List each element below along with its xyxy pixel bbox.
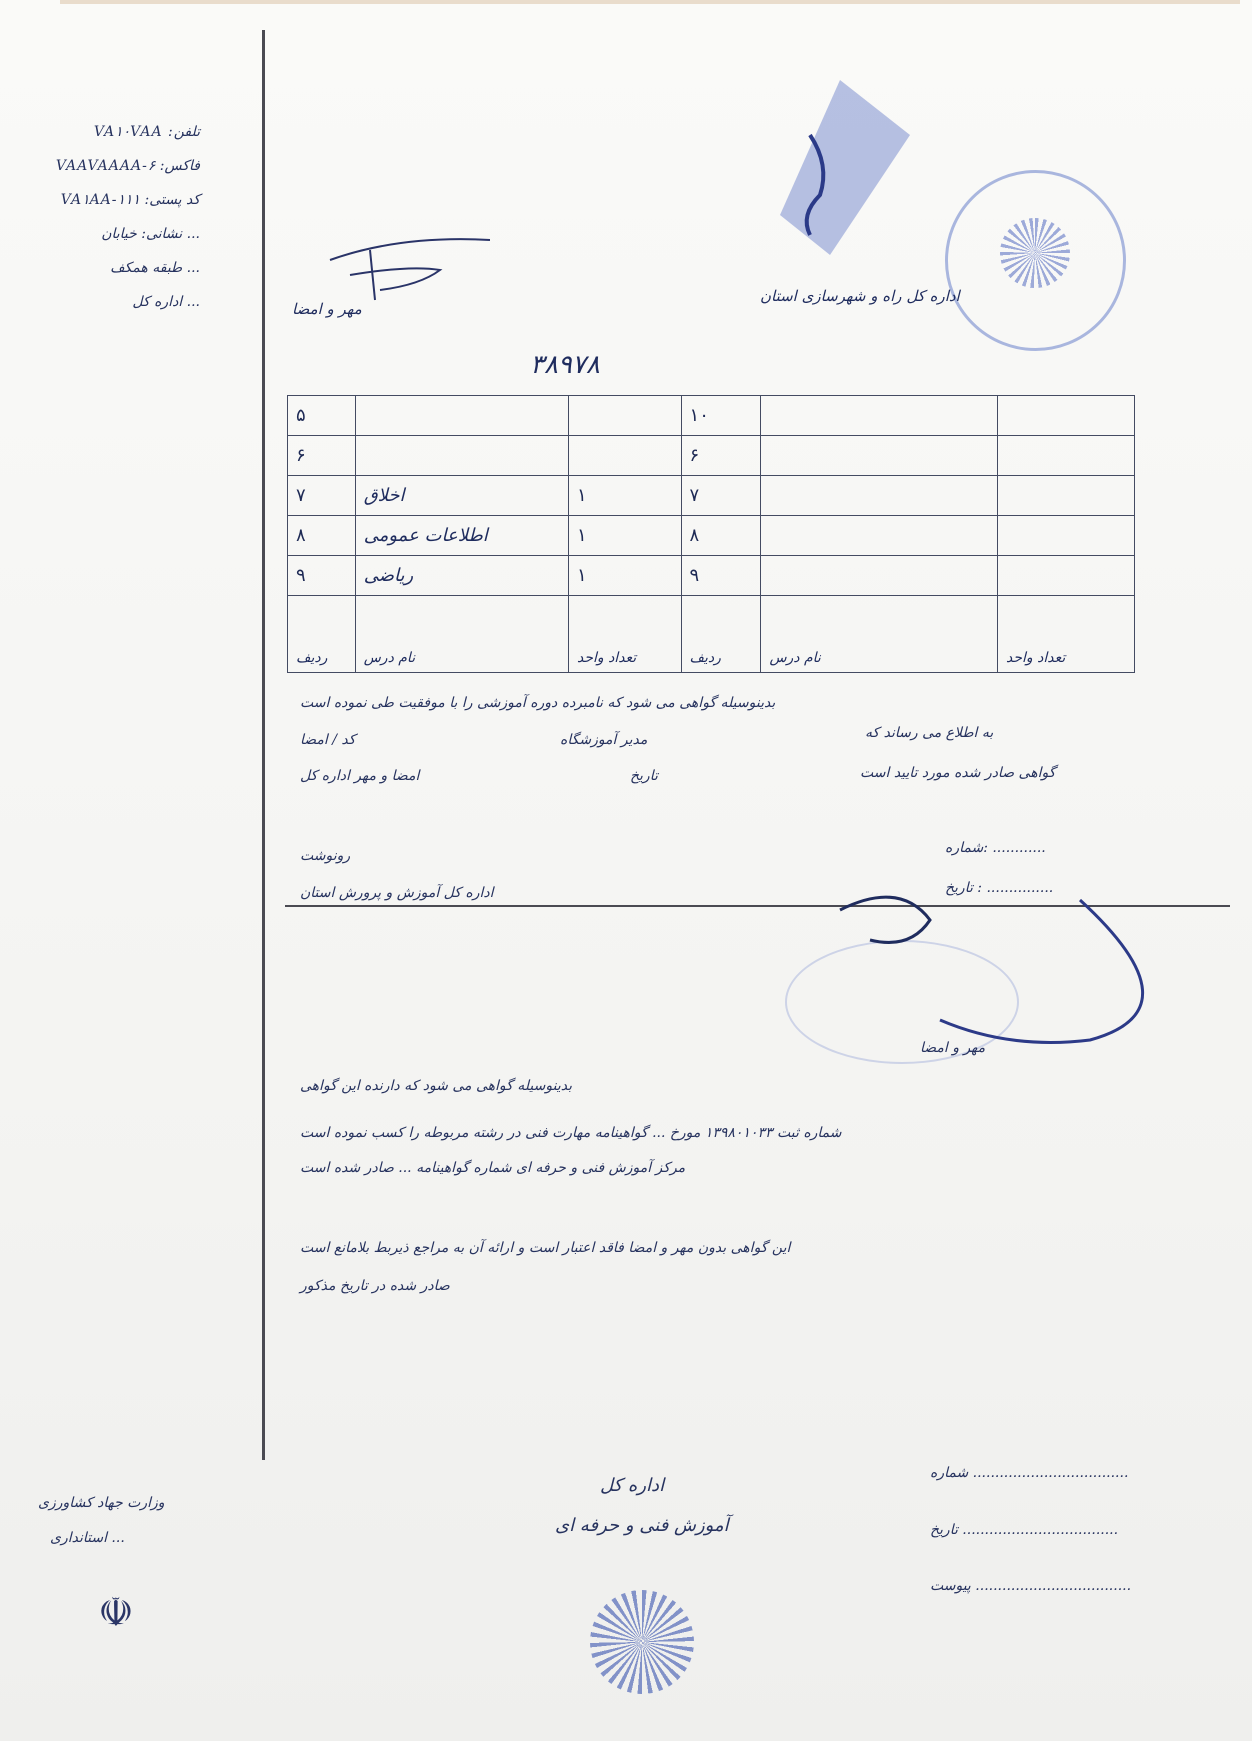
table-cell xyxy=(568,396,681,436)
sidebar-footer-line: وزارت جهاد کشاورزی xyxy=(38,1495,165,1511)
table-cell: ریاضی xyxy=(355,556,568,596)
table-cell xyxy=(761,476,998,516)
table-row xyxy=(288,436,1135,476)
body-text: به اطلاع می رساند که xyxy=(865,725,994,741)
table-cell xyxy=(998,556,1135,596)
body-text: مدیر آموزشگاه xyxy=(560,732,648,748)
table-cell xyxy=(998,476,1135,516)
table-cell: اطلاعات عمومی xyxy=(355,516,568,556)
table-cell: ۷ xyxy=(681,476,761,516)
table-cell xyxy=(998,396,1135,436)
body-line: بدینوسیله گواهی می شود که نامبرده دوره آموزشی را با موفقیت طی نموده است xyxy=(300,695,776,711)
table-cell xyxy=(355,436,568,476)
body-line: این گواهی بدون مهر و امضا فاقد اعتبار است و ارائه آن به مراجع ذیربط بلامانع است xyxy=(300,1240,791,1256)
stamp-caption: مهر و امضا xyxy=(920,1040,986,1056)
table-cell: ۱ xyxy=(568,476,681,516)
column-header: تعداد واحد xyxy=(568,596,681,673)
organization-logo xyxy=(590,1590,694,1694)
org-name: اداره کل xyxy=(600,1475,665,1496)
body-text: رونوشت xyxy=(300,848,351,864)
table-cell: ۱ xyxy=(568,516,681,556)
body-text: امضا و مهر اداره کل xyxy=(300,768,420,784)
table-row xyxy=(288,516,1135,556)
body-text: کد / امضا xyxy=(300,732,356,748)
table-header-row xyxy=(288,596,1135,673)
column-header: ردیف xyxy=(681,596,761,673)
sidebar-line: نشانی: خیابان ... xyxy=(101,226,200,242)
table-cell: ۷ xyxy=(288,476,356,516)
table-cell: ۱ xyxy=(568,556,681,596)
table-row xyxy=(288,476,1135,516)
table-cell xyxy=(761,516,998,556)
table-row xyxy=(288,556,1135,596)
table-cell xyxy=(761,436,998,476)
table-cell: ۸ xyxy=(288,516,356,556)
sidebar-line: VAAVAAAA-۶ :فاکس xyxy=(55,158,200,174)
table-cell xyxy=(568,436,681,476)
margin-divider xyxy=(262,30,265,1460)
top-edge-mark xyxy=(60,0,1240,4)
national-emblem-icon: ☫ xyxy=(98,1590,134,1636)
column-header: تعداد واحد xyxy=(998,596,1135,673)
date-field: تاریخ : ............... xyxy=(945,880,1054,896)
round-stamp xyxy=(945,170,1126,351)
body-text: اداره کل آموزش و پرورش استان xyxy=(300,885,494,901)
table-cell: ۸ xyxy=(681,516,761,556)
sidebar-line: طبقه همکف ... xyxy=(110,260,200,276)
column-header: نام درس xyxy=(761,596,998,673)
sidebar-line: VA۱AA-۱۱۱ :کد پستی xyxy=(60,192,200,208)
table-cell xyxy=(998,516,1135,556)
sidebar-footer-line: استانداری ... xyxy=(50,1530,125,1546)
table-cell xyxy=(355,396,568,436)
sidebar-line: VA۱۰VAA :تلفن xyxy=(93,124,200,140)
signature-label: مهر و امضا xyxy=(292,300,362,318)
body-text: تاریخ xyxy=(630,768,658,784)
sidebar-contact xyxy=(30,115,200,319)
table-cell xyxy=(761,556,998,596)
number-field: شماره: ............ xyxy=(945,840,1046,856)
table-cell: اخلاق xyxy=(355,476,568,516)
table-cell: ۵ xyxy=(288,396,356,436)
table-cell xyxy=(998,436,1135,476)
courses-table xyxy=(287,395,1135,673)
table-cell: ۶ xyxy=(681,436,761,476)
blue-stamp xyxy=(770,75,920,265)
body-line: شماره ثبت ۱۳۹۸۰۱۰۳۳ مورخ ... گواهینامه مهارت فنی در رشته مربوطه را کسب نموده است xyxy=(300,1125,842,1141)
footer-number-field: شماره ................................... xyxy=(930,1465,1129,1481)
body-text: گواهی صادر شده مورد تایید است xyxy=(860,765,1056,781)
table-cell: ۹ xyxy=(288,556,356,596)
body-line: مرکز آموزش فنی و حرفه ای شماره گواهینامه ... صادر شده است xyxy=(300,1160,686,1176)
table-row xyxy=(288,396,1135,436)
table-cell: ۱۰ xyxy=(681,396,761,436)
table-cell xyxy=(761,396,998,436)
serial-number: ۳۸۹۷۸ xyxy=(530,350,600,380)
column-header: ردیف xyxy=(288,596,356,673)
footer-attachment-field: پیوست ................................... xyxy=(930,1578,1132,1594)
table-cell: ۶ xyxy=(288,436,356,476)
footer-date-field: تاریخ ................................... xyxy=(930,1522,1119,1538)
org-name: آموزش فنی و حرفه ای xyxy=(555,1515,729,1536)
table-cell: ۹ xyxy=(681,556,761,596)
body-line: بدینوسیله گواهی می شود که دارنده این گواهی xyxy=(300,1078,572,1094)
body-line: صادر شده در تاریخ مذکور xyxy=(300,1278,450,1294)
sidebar-line: اداره کل ... xyxy=(132,294,200,310)
header-title: اداره کل راه و شهرسازی استان xyxy=(760,287,960,305)
column-header: نام درس xyxy=(355,596,568,673)
